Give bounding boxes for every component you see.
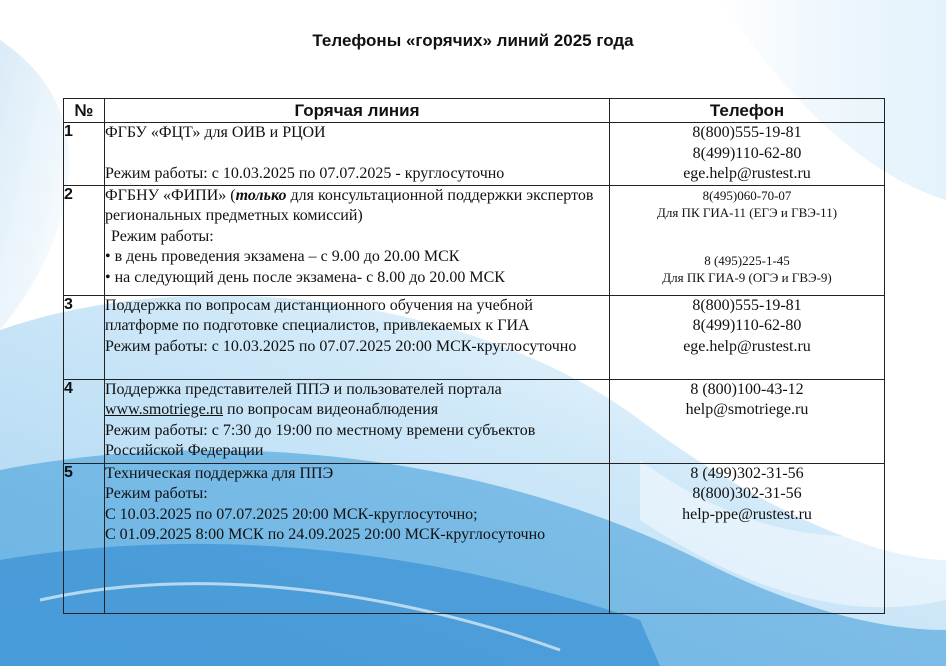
phone-number[interactable]: 8(499)110-62-80 — [692, 317, 802, 334]
table-row — [64, 185, 885, 295]
hotline-description — [105, 295, 610, 379]
row-number: 5 — [64, 463, 105, 613]
hotline-description — [105, 123, 610, 186]
hotline-description — [105, 185, 610, 295]
page-title: Телефоны «горячих» линий 2025 года — [312, 31, 634, 50]
phone-number[interactable]: 8 (499)302-31-56 — [690, 464, 804, 482]
hotline-name-suffix: для консультационной поддержки экспертов региональных предметных комиссий) — [105, 186, 594, 224]
column-header-phone: Телефон — [610, 99, 885, 123]
work-period: С 10.03.2025 по 07.07.2025 20:00 МСК-круглосуточно; — [105, 505, 478, 523]
table-row — [64, 295, 885, 379]
hotline-name — [105, 380, 609, 421]
phone-number[interactable]: 8(499)110-62-80 — [692, 144, 802, 162]
hotline-name-prefix: ФГБНУ «ФИПИ» ( — [105, 186, 236, 204]
work-hours-label: Режим работы: — [105, 485, 208, 502]
contacts-cell — [610, 295, 885, 379]
column-header-line: Горячая линия — [105, 99, 610, 123]
table-row — [64, 123, 885, 186]
phone-number[interactable]: 8 (495)225-1-45 — [704, 252, 790, 268]
phone-number[interactable]: 8(800)302-31-56 — [692, 485, 802, 502]
hotline-name: Поддержка по вопросам дистанционного обучения на учебной платформе по подготовке специалистов, привлекаемых к ГИА — [105, 296, 533, 334]
work-hours: Режим работы: с 10.03.2025 по 07.07.2025 - круглосуточно — [105, 164, 505, 182]
email-address[interactable]: ege.help@rustest.ru — [683, 165, 811, 182]
row-number: 3 — [64, 295, 105, 379]
contacts-cell — [610, 379, 885, 463]
hotline-name-suffix: по вопросам видеонаблюдения — [223, 401, 439, 418]
hotline-name: Техническая поддержка для ППЭ — [105, 464, 334, 482]
work-hours: Режим работы: с 7:30 до 19:00 по местному времени субъектов Российской Федерации — [105, 421, 536, 459]
phone-number[interactable]: 8 (800)100-43-12 — [690, 380, 804, 398]
email-address[interactable]: help-ppe@rustest.ru — [682, 505, 812, 523]
hotline-description — [105, 463, 610, 613]
phone-number[interactable]: 8(495)060-70-07 — [702, 187, 792, 203]
work-hours-bullet: • на следующий день после экзамена- с 8.00 до 20.00 МСК — [105, 268, 505, 286]
phone-number[interactable]: 8(800)555-19-81 — [692, 124, 802, 141]
table-header-row — [64, 99, 885, 123]
work-hours-label: Режим работы: — [111, 227, 214, 245]
contacts-cell — [610, 123, 885, 186]
row-number: 2 — [64, 185, 105, 295]
contacts-cell — [610, 185, 885, 295]
phone-note: Для ПК ГИА-11 (ЕГЭ и ГВЭ-11) — [656, 204, 838, 220]
phone-note: Для ПК ГИА-9 (ОГЭ и ГВЭ-9) — [662, 269, 832, 285]
hotline-name: ФГБУ «ФЦТ» для ОИВ и РЦОИ — [105, 124, 326, 141]
row-number: 4 — [64, 379, 105, 463]
work-hours-bullet: • в день проведения экзамена – с 9.00 до 20.00 МСК — [105, 248, 460, 265]
table-row — [64, 379, 885, 463]
hotline-description — [105, 379, 610, 463]
hotlines-table — [63, 98, 885, 614]
row-number: 1 — [64, 123, 105, 186]
hotline-name — [105, 186, 609, 227]
portal-link[interactable]: www.smotriege.ru — [105, 401, 224, 418]
work-hours: Режим работы: с 10.03.2025 по 07.07.2025 20:00 МСК-круглосуточно — [105, 337, 577, 355]
hotline-name-prefix: Поддержка представителей ППЭ и пользователей портала — [105, 380, 502, 398]
work-period: С 01.09.2025 8:00 МСК по 24.09.2025 20:00 МСК-круглосуточно — [105, 526, 546, 543]
contacts-cell — [610, 463, 885, 613]
email-address[interactable]: ege.help@rustest.ru — [683, 337, 811, 355]
hotline-name-emphasis: только — [235, 186, 287, 204]
email-address[interactable]: help@smotriege.ru — [685, 401, 809, 418]
phone-number[interactable]: 8(800)555-19-81 — [692, 296, 802, 314]
column-header-num: № — [64, 99, 105, 123]
table-row — [64, 463, 885, 613]
